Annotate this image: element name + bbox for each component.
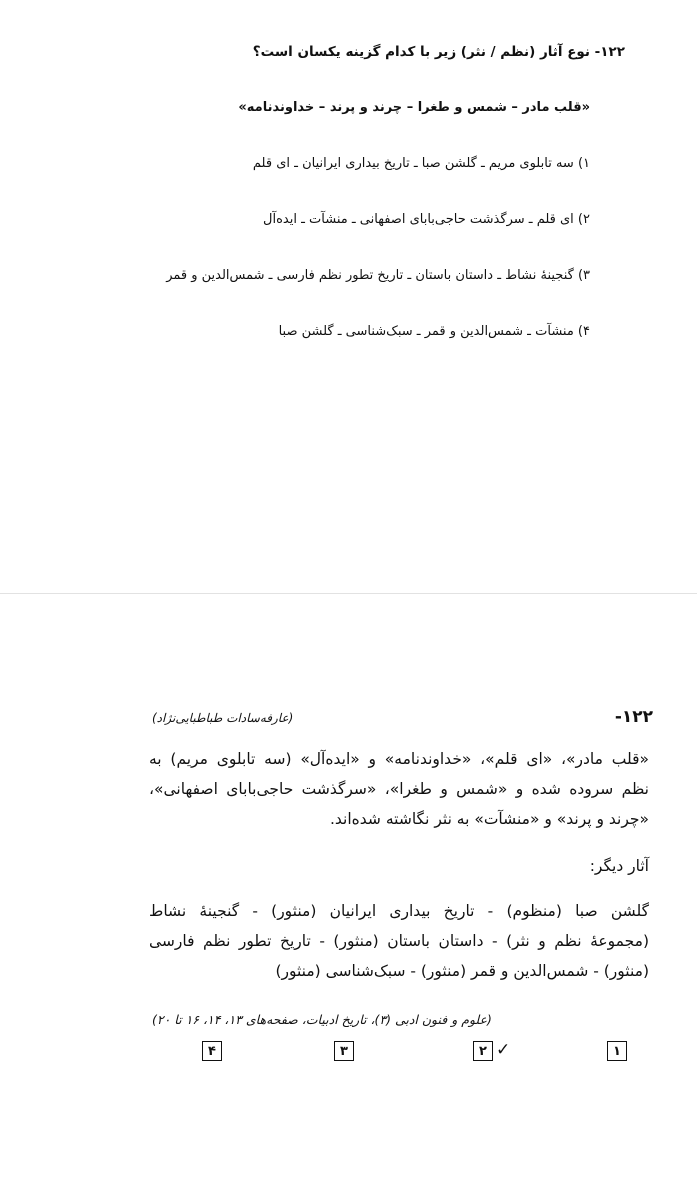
option-1[interactable]: ۱) سه تابلوی مریم ـ گلشن صبا ـ تاریخ بیداری ایرانیان ـ ای قلم	[252, 156, 590, 171]
answer-source: (علوم و فنون ادبی (۳)، تاریخ ادبیات، صفحه‌های ۱۳، ۱۴، ۱۶ تا ۲۰)	[152, 1012, 492, 1027]
question-title: ۱۲۲- نوع آثار (نظم / نثر) زیر با کدام گزینه یکسان است؟	[252, 44, 625, 60]
choice-box-2[interactable]: ۲	[473, 1041, 493, 1061]
other-works-label: آثار دیگر:	[589, 857, 649, 875]
explanation-line: «قلب مادر»، «ای قلم»، «خداوندنامه» و «ایده‌آل» (سه تابلوی مریم) به	[149, 750, 649, 768]
option-3[interactable]: ۳) گنجینهٔ نشاط ـ داستان باستان ـ تاریخ تطور نظم فارسی ـ شمس‌الدین و قمر	[166, 268, 590, 283]
other-works-line: گلشن صبا (منظوم) - تاریخ بیداری ایرانیان (منثور) - گنجینهٔ نشاط	[149, 902, 649, 920]
other-works	[149, 896, 649, 986]
option-4[interactable]: ۴) منشآت ـ شمس‌الدین و قمر ـ سبک‌شناسی ـ گلشن صبا	[278, 324, 590, 339]
answer-explanation	[149, 744, 649, 834]
choice-box-3[interactable]: ۳	[334, 1041, 354, 1061]
answer-author: (عارفه‌سادات طباطبایی‌نژاد)	[152, 711, 294, 725]
choice-box-4[interactable]: ۴	[202, 1041, 222, 1061]
page-divider	[0, 593, 697, 594]
explanation-line: «چرند و پرند» و «منشآت» به نثر نگاشته شده‌اند.	[329, 810, 649, 828]
choice-box-1[interactable]: ۱	[607, 1041, 627, 1061]
other-works-line: (منثور) - شمس‌الدین و قمر (منثور) - سبک‌شناسی (منثور)	[275, 962, 649, 980]
option-2[interactable]: ۲) ای قلم ـ سرگذشت حاجی‌بابای اصفهانی ـ منشآت ـ ایده‌آل	[263, 212, 590, 227]
question-stem: «قلب مادر – شمس و طغرا – چرند و پرند – خداوندنامه»	[238, 100, 590, 115]
explanation-line: نظم سروده شده و «شمس و طغرا»، «سرگذشت حاجی‌بابای اصفهانی»،	[149, 780, 649, 798]
answer-number: -۱۲۲	[614, 707, 653, 727]
other-works-line: (مجموعهٔ نظم و نثر) - داستان باستان (منثور) - تاریخ تطور نظم فارسی	[149, 932, 649, 950]
check-icon: ✓	[496, 1040, 511, 1060]
